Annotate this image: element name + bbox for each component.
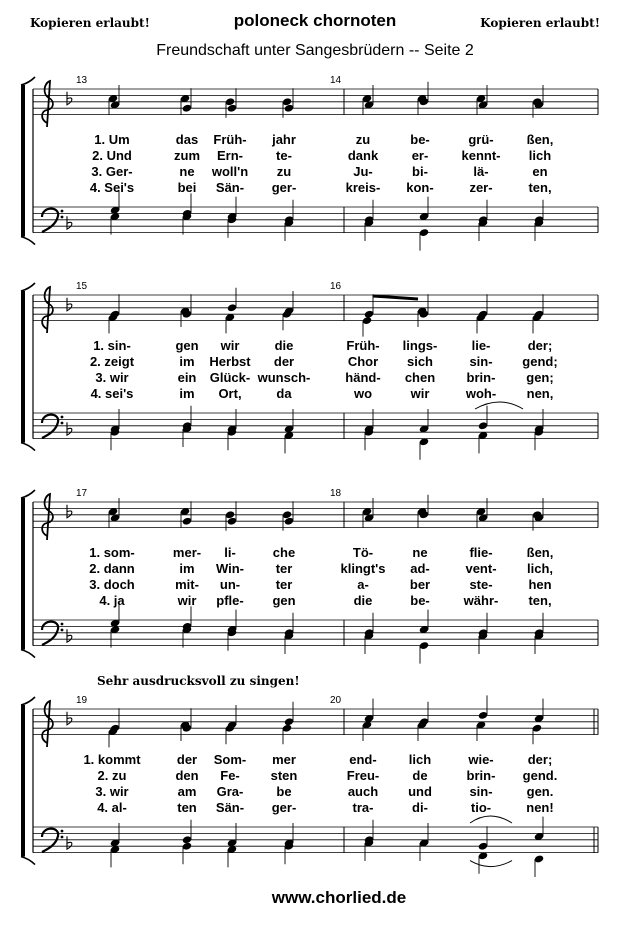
- lyric-syllable: 1. som-: [89, 545, 135, 560]
- key-flat-icon: [67, 298, 72, 311]
- lyric-syllable: ter: [275, 561, 293, 576]
- lyric-syllable: die: [353, 593, 373, 608]
- lyric-syllable: end-: [349, 752, 377, 767]
- lyric-syllable: 3. doch: [89, 577, 135, 592]
- lyric-syllable: zer-: [469, 180, 493, 195]
- measure-number: 15: [76, 281, 88, 292]
- lyric-syllable: 4. sei's: [90, 386, 134, 401]
- lyric-syllable: im: [179, 354, 195, 369]
- lyric-syllable: Ju-: [353, 164, 373, 179]
- website-url: www.chorlied.de: [271, 888, 407, 907]
- lyric-syllable: sich: [406, 354, 434, 369]
- lyric-syllable: Ern-: [217, 148, 243, 163]
- lyric-syllable: 2. zeigt: [89, 354, 135, 369]
- lyric-syllable: grü-: [468, 132, 494, 147]
- lyric-syllable: zu: [355, 132, 371, 147]
- lyric-syllable: sin-: [469, 784, 493, 799]
- slur: [470, 861, 512, 867]
- lyric-syllable: Herbst: [209, 354, 251, 369]
- lyric-syllable: woh-: [465, 386, 497, 401]
- bracket-hook-bottom: [21, 237, 35, 245]
- lyric-syllable: te-: [276, 148, 292, 163]
- lyric-syllable: zu: [276, 164, 292, 179]
- lyric-syllable: ger-: [271, 800, 297, 815]
- lyric-syllable: Freu-: [346, 768, 380, 783]
- lyric-syllable: 1. sin-: [93, 338, 131, 353]
- lyric-syllable: sin-: [469, 354, 493, 369]
- note-beam: [373, 296, 418, 299]
- lyric-syllable: tio-: [470, 800, 492, 815]
- measure-number: 20: [330, 695, 342, 706]
- lyric-syllable: der;: [527, 752, 553, 767]
- bass-clef-icon: [42, 415, 58, 438]
- lyric-syllable: ein: [177, 370, 197, 385]
- lyric-syllable: 4. ja: [99, 593, 125, 608]
- bass-clef-dot: [61, 836, 64, 839]
- lyric-syllable: 2. zu: [97, 768, 127, 783]
- lyric-syllable: lä-: [473, 164, 489, 179]
- lyric-syllable: nen!: [526, 800, 554, 815]
- lyric-syllable: er-: [411, 148, 429, 163]
- key-flat-icon: [67, 629, 72, 642]
- lyric-syllable: ßen,: [526, 132, 554, 147]
- bracket-hook-bottom: [21, 650, 35, 658]
- lyric-syllable: be-: [410, 593, 430, 608]
- copy-note-right: Kopieren erlaubt!: [480, 16, 600, 30]
- measure-number: 17: [76, 488, 88, 499]
- lyric-syllable: ten: [177, 800, 197, 815]
- bass-clef-icon: [42, 829, 58, 852]
- lyric-syllable: lings-: [402, 338, 438, 353]
- lyric-syllable: und: [408, 784, 432, 799]
- lyric-syllable: wir: [220, 338, 240, 353]
- lyric-syllable: nen,: [526, 386, 554, 401]
- lyric-syllable: 3. wir: [95, 784, 129, 799]
- key-flat-icon: [67, 216, 72, 229]
- lyric-syllable: Fe-: [220, 768, 240, 783]
- lyric-syllable: am: [177, 784, 197, 799]
- bass-clef-dot: [61, 830, 64, 833]
- lyric-syllable: 1. kommt: [83, 752, 141, 767]
- lyric-syllable: bei: [177, 180, 197, 195]
- lyric-syllable: ger-: [271, 180, 297, 195]
- lyric-syllable: be: [276, 784, 292, 799]
- lyric-syllable: ten,: [528, 593, 552, 608]
- bracket-hook-bottom: [21, 443, 35, 451]
- lyric-syllable: be-: [410, 132, 430, 147]
- lyric-syllable: 4. al-: [97, 800, 127, 815]
- lyric-syllable: der: [273, 354, 295, 369]
- lyric-syllable: gen: [175, 338, 199, 353]
- bracket-hook-top: [21, 490, 35, 498]
- lyric-syllable: li-: [224, 545, 236, 560]
- lyric-syllable: di-: [412, 800, 428, 815]
- lyric-syllable: klingt's: [340, 561, 386, 576]
- lyric-syllable: 3. wir: [95, 370, 129, 385]
- lyric-syllable: lich: [528, 148, 552, 163]
- lyric-syllable: der: [176, 752, 198, 767]
- lyric-syllable: mer-: [172, 545, 202, 560]
- lyric-syllable: ten,: [528, 180, 552, 195]
- lyric-syllable: tra-: [352, 800, 374, 815]
- lyric-syllable: zum: [174, 148, 200, 163]
- lyric-syllable: flie-: [469, 545, 493, 560]
- lyric-syllable: che: [272, 545, 296, 560]
- lyric-syllable: Glück-: [209, 370, 251, 385]
- lyric-syllable: gen: [272, 593, 296, 608]
- lyric-syllable: de: [412, 768, 428, 783]
- treble-clef-icon: [42, 701, 53, 747]
- lyric-syllable: gend;: [522, 354, 558, 369]
- lyric-syllable: woll'n: [211, 164, 249, 179]
- lyric-syllable: 2. Und: [92, 148, 132, 163]
- lyric-syllable: mit-: [175, 577, 199, 592]
- bracket-hook-bottom: [21, 857, 35, 865]
- lyric-syllable: da: [276, 386, 292, 401]
- lyric-syllable: gen.: [526, 784, 554, 799]
- measure-number: 14: [330, 75, 342, 86]
- lyric-syllable: pfle-: [216, 593, 244, 608]
- lyric-syllable: Ort,: [218, 386, 242, 401]
- measure-number: 19: [76, 695, 88, 706]
- page-title: poloneck chornoten: [233, 11, 397, 30]
- key-flat-icon: [67, 92, 72, 105]
- lyric-syllable: 3. Ger-: [91, 164, 133, 179]
- lyric-syllable: ter: [275, 577, 293, 592]
- lyric-syllable: sten: [270, 768, 298, 783]
- measure-number: 13: [76, 75, 88, 86]
- lyric-syllable: hen: [528, 577, 552, 592]
- lyric-syllable: währ-: [463, 593, 499, 608]
- lyric-syllable: ber: [409, 577, 431, 592]
- key-flat-icon: [67, 712, 72, 725]
- lyric-syllable: Gra-: [216, 784, 244, 799]
- bass-clef-dot: [61, 422, 64, 425]
- lyric-syllable: brin-: [466, 768, 496, 783]
- slur: [475, 402, 523, 409]
- lyric-syllable: händ-: [345, 370, 381, 385]
- treble-clef-icon: [42, 494, 53, 540]
- lyric-syllable: en: [532, 164, 548, 179]
- lyric-syllable: lich: [408, 752, 432, 767]
- lyric-syllable: un-: [219, 577, 241, 592]
- lyric-syllable: lie-: [471, 338, 491, 353]
- lyric-syllable: lich,: [526, 561, 554, 576]
- lyric-syllable: Chor: [347, 354, 379, 369]
- bass-clef-dot: [61, 629, 64, 632]
- lyric-syllable: wie-: [468, 752, 494, 767]
- lyric-syllable: den: [175, 768, 199, 783]
- lyric-syllable: wo: [353, 386, 373, 401]
- slur: [470, 816, 512, 823]
- lyric-syllable: Tö-: [352, 545, 374, 560]
- treble-clef-icon: [42, 81, 53, 127]
- lyric-syllable: wir: [177, 593, 197, 608]
- lyric-syllable: im: [179, 386, 195, 401]
- bass-clef-icon: [42, 209, 58, 232]
- lyric-syllable: ne: [179, 164, 195, 179]
- lyric-syllable: gend.: [522, 768, 558, 783]
- treble-clef-icon: [42, 287, 53, 333]
- bass-clef-dot: [61, 623, 64, 626]
- bass-clef-icon: [42, 622, 58, 645]
- lyric-syllable: der;: [527, 338, 553, 353]
- lyric-syllable: jahr: [272, 132, 296, 147]
- bracket-hook-top: [21, 283, 35, 291]
- bass-clef-dot: [61, 210, 64, 213]
- key-flat-icon: [67, 422, 72, 435]
- measure-number: 16: [330, 281, 342, 292]
- measure-number: 18: [330, 488, 342, 499]
- lyric-syllable: gen;: [526, 370, 554, 385]
- lyric-syllable: Früh-: [213, 132, 247, 147]
- lyric-syllable: vent-: [465, 561, 497, 576]
- lyric-syllable: ßen,: [526, 545, 554, 560]
- lyric-syllable: wunsch-: [257, 370, 311, 385]
- bass-clef-dot: [61, 216, 64, 219]
- lyric-syllable: a-: [357, 577, 369, 592]
- lyric-syllable: brin-: [466, 370, 496, 385]
- lyric-syllable: 1. Um: [94, 132, 130, 147]
- lyric-syllable: Win-: [215, 561, 245, 576]
- lyric-syllable: kreis-: [345, 180, 381, 195]
- bracket-hook-top: [21, 77, 35, 85]
- lyric-syllable: Früh-: [346, 338, 380, 353]
- bracket-hook-top: [21, 697, 35, 705]
- lyric-syllable: bi-: [412, 164, 428, 179]
- lyric-syllable: ste-: [469, 577, 493, 592]
- lyric-syllable: auch: [347, 784, 379, 799]
- lyric-syllable: ad-: [410, 561, 430, 576]
- lyric-syllable: das: [175, 132, 199, 147]
- key-flat-icon: [67, 836, 72, 849]
- lyric-syllable: wir: [410, 386, 430, 401]
- lyric-syllable: die: [274, 338, 294, 353]
- expression-marking: Sehr ausdrucksvoll zu singen!: [97, 674, 300, 688]
- lyric-syllable: 2. dann: [89, 561, 135, 576]
- lyric-syllable: kennt-: [461, 148, 501, 163]
- lyric-syllable: ne: [412, 545, 428, 560]
- key-flat-icon: [67, 505, 72, 518]
- bass-clef-dot: [61, 416, 64, 419]
- lyric-syllable: kon-: [406, 180, 434, 195]
- lyric-syllable: dank: [347, 148, 379, 163]
- lyric-syllable: im: [179, 561, 195, 576]
- copy-note-left: Kopieren erlaubt!: [30, 16, 150, 30]
- lyric-syllable: Sän-: [215, 180, 245, 195]
- lyric-syllable: Som-: [213, 752, 247, 767]
- lyric-syllable: 4. Sei's: [89, 180, 135, 195]
- lyric-syllable: mer: [272, 752, 296, 767]
- lyric-syllable: chen: [404, 370, 436, 385]
- lyric-syllable: Sän-: [215, 800, 245, 815]
- page-subtitle: Freundschaft unter Sangesbrüdern -- Seite 2: [156, 42, 474, 59]
